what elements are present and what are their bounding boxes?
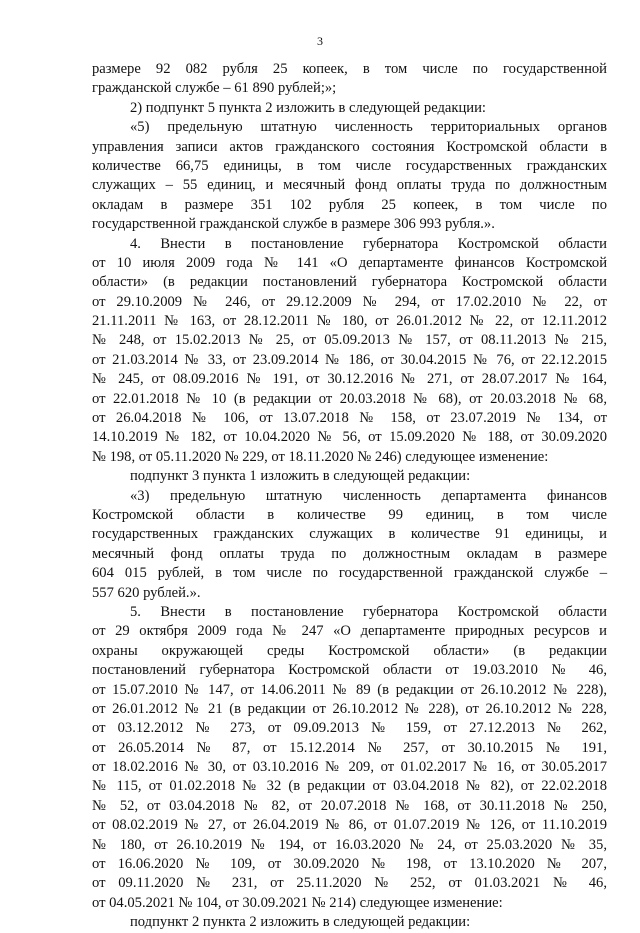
text-line: служащих – 55 единиц, и месячный фонд оплаты труда по должностным xyxy=(92,177,607,194)
text-line: 4. Внести в постановление губернатора Костромской области xyxy=(130,235,607,252)
text-line: 21.11.2011 № 163, от 28.12.2011 № 180, от 26.01.2012 № 22, от 12.11.2012 xyxy=(92,313,607,330)
text-line: от 29.10.2009 № 246, от 29.12.2009 № 294, от 17.02.2010 № 22, от xyxy=(92,293,607,310)
text-line: подпункт 3 пункта 1 изложить в следующей редакции: xyxy=(130,468,471,485)
text-line: от 03.12.2012 № 273, от 09.09.2013 № 159, от 27.12.2013 № 262, xyxy=(92,720,607,737)
text-line: 14.10.2019 № 182, от 10.04.2020 № 56, от 15.09.2020 № 188, от 30.09.2020 xyxy=(92,429,607,446)
text-line: государственной гражданской службе в размере 306 993 рубля.». xyxy=(92,216,495,233)
text-line: от 29 октября 2009 года № 247 «О департаменте природных ресурсов и xyxy=(92,623,607,640)
text-line: от 10 июля 2009 года № 141 «О департаменте финансов Костромской xyxy=(92,254,607,271)
text-line: № 198, от 05.11.2020 № 229, от 18.11.2020 № 246) следующее изменение: xyxy=(92,448,549,465)
text-line: от 26.05.2014 № 87, от 15.12.2014 № 257, от 30.10.2015 № 191, xyxy=(92,739,607,756)
text-line: управления записи актов гражданского состояния Костромской области в xyxy=(92,138,607,155)
text-line: от 16.06.2020 № 109, от 30.09.2020 № 198, от 13.10.2020 № 207, xyxy=(92,856,607,873)
text-line: от 18.02.2016 № 30, от 03.10.2016 № 209, от 01.02.2017 № 16, от 30.05.2017 xyxy=(92,759,607,776)
text-line: № 248, от 15.02.2013 № 25, от 05.09.2013 № 157, от 08.11.2013 № 215, xyxy=(92,332,607,349)
document-body xyxy=(92,60,607,933)
text-line: 5. Внести в постановление губернатора Костромской области xyxy=(130,603,607,620)
text-line: 2) подпункт 5 пункта 2 изложить в следующей редакции: xyxy=(130,99,486,116)
text-line: от 22.01.2018 № 10 (в редакции от 20.03.2018 № 68), от 20.03.2018 № 68, xyxy=(92,390,607,407)
text-line: от 15.07.2010 № 147, от 14.06.2011 № 89 (в редакции от 26.10.2012 № 228), xyxy=(92,681,607,698)
text-line: «3) предельную штатную численность департамента финансов xyxy=(130,487,607,504)
text-line: гражданской службе – 61 890 рублей;»; xyxy=(92,80,337,97)
text-line: государственных гражданских служащих в количестве 91 единицы, и xyxy=(92,526,607,543)
text-line: 557 620 рублей.». xyxy=(92,584,201,601)
text-line: постановлений губернатора Костромской области от 19.03.2010 № 46, xyxy=(92,662,607,679)
text-line: от 26.01.2012 № 21 (в редакции от 26.10.2012 № 228), от 26.10.2012 № 228, xyxy=(92,700,607,717)
text-line: от 26.04.2018 № 106, от 13.07.2018 № 158, от 23.07.2019 № 134, от xyxy=(92,410,607,427)
text-line: окладам в размере 351 102 рубля 25 копеек, в том числе по xyxy=(92,196,607,213)
text-line: от 08.02.2019 № 27, от 26.04.2019 № 86, от 01.07.2019 № 126, от 11.10.2019 xyxy=(92,817,607,834)
text-line: месячный фонд оплаты труда по должностным окладам в размере xyxy=(92,545,607,562)
text-line: количестве 66,75 единицы, в том числе государственных гражданских xyxy=(92,157,607,174)
text-line: от 04.05.2021 № 104, от 30.09.2021 № 214) следующее изменение: xyxy=(92,894,503,911)
page-number: 3 xyxy=(317,34,323,48)
text-line: № 52, от 03.04.2018 № 82, от 20.07.2018 № 168, от 30.11.2018 № 250, xyxy=(92,797,607,814)
text-line: размере 92 082 рубля 25 копеек, в том числе по государственной xyxy=(92,61,607,77)
text-line: подпункт 2 пункта 2 изложить в следующей редакции: xyxy=(130,914,471,931)
text-line: № 180, от 26.10.2019 № 194, от 16.03.2020 № 24, от 25.03.2020 № 35, xyxy=(92,836,607,853)
text-line: области» (в редакции постановлений губернатора Костромской области xyxy=(92,274,607,291)
text-line: Костромской области в количестве 99 единиц, в том числе xyxy=(92,506,607,523)
text-line: № 245, от 08.09.2016 № 191, от 30.12.2016 № 271, от 28.07.2017 № 164, xyxy=(92,371,607,388)
text-line: «5) предельную штатную численность территориальных органов xyxy=(130,119,607,136)
text-line: № 115, от 01.02.2018 № 32 (в редакции от 03.04.2018 № 82), от 22.02.2018 xyxy=(92,778,607,795)
text-line: охраны окружающей среды Костромской области» (в редакции xyxy=(92,642,607,659)
text-line: от 09.11.2020 № 231, от 25.11.2020 № 252, от 01.03.2021 № 46, xyxy=(92,875,607,892)
text-line: 604 015 рублей, в том числе по государственной гражданской службе – xyxy=(92,565,607,582)
text-line: от 21.03.2014 № 33, от 23.09.2014 № 186, от 30.04.2015 № 76, от 22.12.2015 xyxy=(92,351,607,368)
